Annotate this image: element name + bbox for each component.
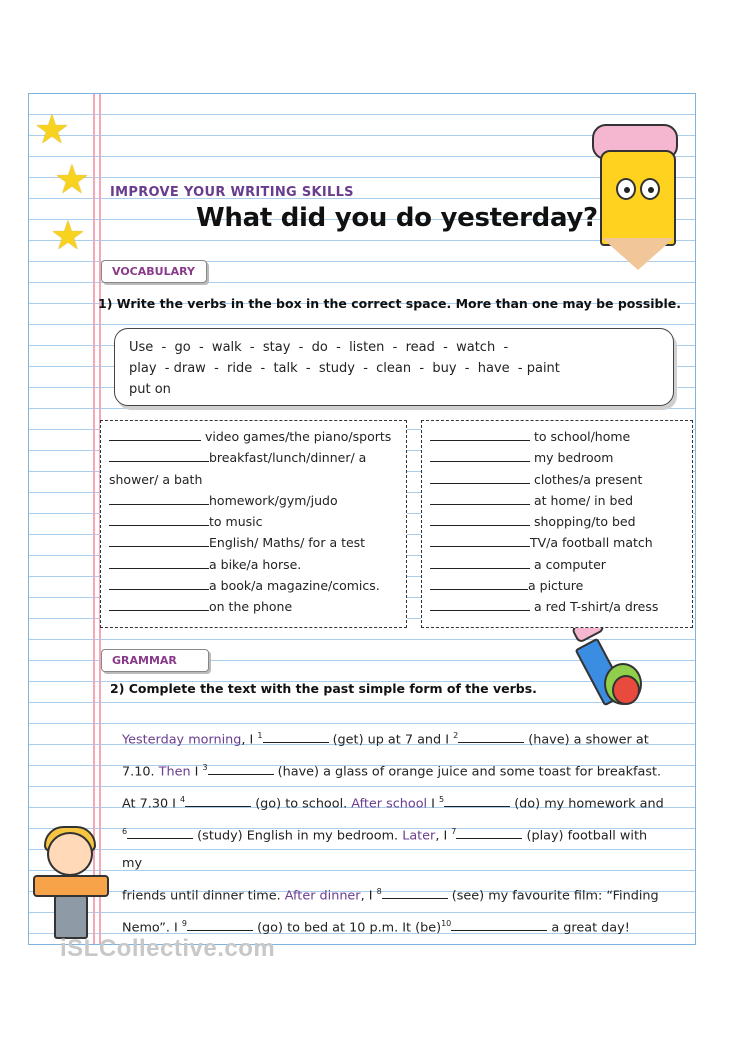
answer-blank[interactable] <box>263 730 329 743</box>
bug-shell-illustration <box>612 675 640 705</box>
grammar-text: Yesterday morning, I $^1$ (get) up at 7 and I $^2$ (have) a shower at 7.10. Then I $^3$ (have) a glass of orange juice and some toast for breakfast. At 7.30 I $^4$ (go) to school. After school I $^5$ (do) my homework and $^6$ (study) English in my bedroom. Later, I $^7$ (play) football with my friends until dinner time. After dinner, I $^8$ (see) my favourite film: “Finding Nemo”. I $^9$ (go) to bed at 10 p.m. It (be)$^{10}$ a great day! <box>122 731 664 936</box>
verb-word-box <box>114 328 674 406</box>
list-item: homework/gym/judo <box>109 490 398 511</box>
answer-blank[interactable] <box>458 730 524 743</box>
answer-blank[interactable] <box>187 918 253 931</box>
boy-illustration <box>47 832 93 876</box>
list-item: English/ Maths/ for a test <box>109 532 398 553</box>
answer-blank[interactable] <box>430 577 528 590</box>
word-box-line: Use - go - walk - stay - do - listen - read - watch - <box>129 340 509 355</box>
answer-blank[interactable] <box>430 598 530 611</box>
left-blank-column <box>100 420 407 628</box>
answer-blank[interactable] <box>451 918 547 931</box>
page-title: What did you do yesterday? <box>196 203 598 233</box>
grammar-tag: GRAMMAR <box>101 649 209 672</box>
answer-blank[interactable] <box>185 794 251 807</box>
answer-blank[interactable] <box>430 513 530 526</box>
answer-blank[interactable] <box>127 826 193 839</box>
watermark: iSLCollective.com <box>60 935 276 962</box>
star-icon: ★ <box>50 213 86 259</box>
right-blank-column <box>421 420 693 628</box>
boy-legs-illustration <box>54 895 88 939</box>
answer-blank[interactable] <box>430 534 530 547</box>
eye-icon <box>640 178 660 200</box>
time-marker: Then <box>158 764 191 780</box>
vocabulary-instruction: 1) Write the verbs in the box in the correct space. More than one may be possible. <box>98 296 682 311</box>
answer-blank[interactable] <box>430 556 530 569</box>
boy-pencil-illustration <box>33 875 109 897</box>
answer-blank[interactable] <box>456 826 522 839</box>
word-box-line: put on <box>129 382 171 397</box>
answer-blank[interactable] <box>208 762 274 775</box>
answer-blank[interactable] <box>109 556 209 569</box>
list-item: breakfast/lunch/dinner/ a <box>109 447 398 468</box>
star-icon: ★ <box>54 157 90 203</box>
answer-blank[interactable] <box>109 577 209 590</box>
time-marker: Yesterday morning <box>122 732 242 748</box>
answer-blank[interactable] <box>109 492 209 505</box>
answer-blank[interactable] <box>109 428 201 441</box>
vocabulary-tag: VOCABULARY <box>101 260 207 283</box>
page-subtitle: IMPROVE YOUR WRITING SKILLS <box>110 185 354 200</box>
list-item: a book/a magazine/comics. <box>109 575 398 596</box>
answer-blank[interactable] <box>430 449 530 462</box>
answer-blank[interactable] <box>109 598 209 611</box>
list-item: to music <box>109 511 398 532</box>
grammar-instruction: 2) Complete the text with the past simple form of the verbs. <box>110 681 537 696</box>
pencil-tip-illustration <box>602 238 674 270</box>
list-item: a bike/a horse. <box>109 554 398 575</box>
answer-blank[interactable] <box>430 492 530 505</box>
list-item: a red T-shirt/a dress <box>430 596 684 617</box>
margin-line <box>93 94 95 944</box>
answer-blank[interactable] <box>109 449 209 462</box>
time-marker: After school <box>351 796 428 812</box>
list-item: shopping/to bed <box>430 511 684 532</box>
time-marker: Later <box>402 828 436 844</box>
answer-blank[interactable] <box>430 471 530 484</box>
star-icon: ★ <box>34 107 70 153</box>
list-item: on the phone <box>109 596 398 617</box>
list-item: a picture <box>430 575 684 596</box>
list-item: video games/the piano/sports <box>109 426 398 447</box>
list-item: a computer <box>430 554 684 575</box>
list-item: clothes/a present <box>430 469 684 490</box>
list-item: to school/home <box>430 426 684 447</box>
answer-blank[interactable] <box>109 534 209 547</box>
pencil-mascot-illustration <box>600 150 676 246</box>
answer-blank[interactable] <box>109 513 209 526</box>
answer-blank[interactable] <box>444 794 510 807</box>
answer-blank[interactable] <box>430 428 530 441</box>
list-item: shower/ a bath <box>109 471 203 487</box>
answer-blank[interactable] <box>382 886 448 899</box>
word-box-line: play - draw - ride - talk - study - clean - buy - have - paint <box>129 361 560 376</box>
eye-icon <box>616 178 636 200</box>
list-item: TV/a football match <box>430 532 684 553</box>
list-item: my bedroom <box>430 447 684 468</box>
time-marker: After dinner <box>284 888 361 904</box>
list-item: at home/ in bed <box>430 490 684 511</box>
